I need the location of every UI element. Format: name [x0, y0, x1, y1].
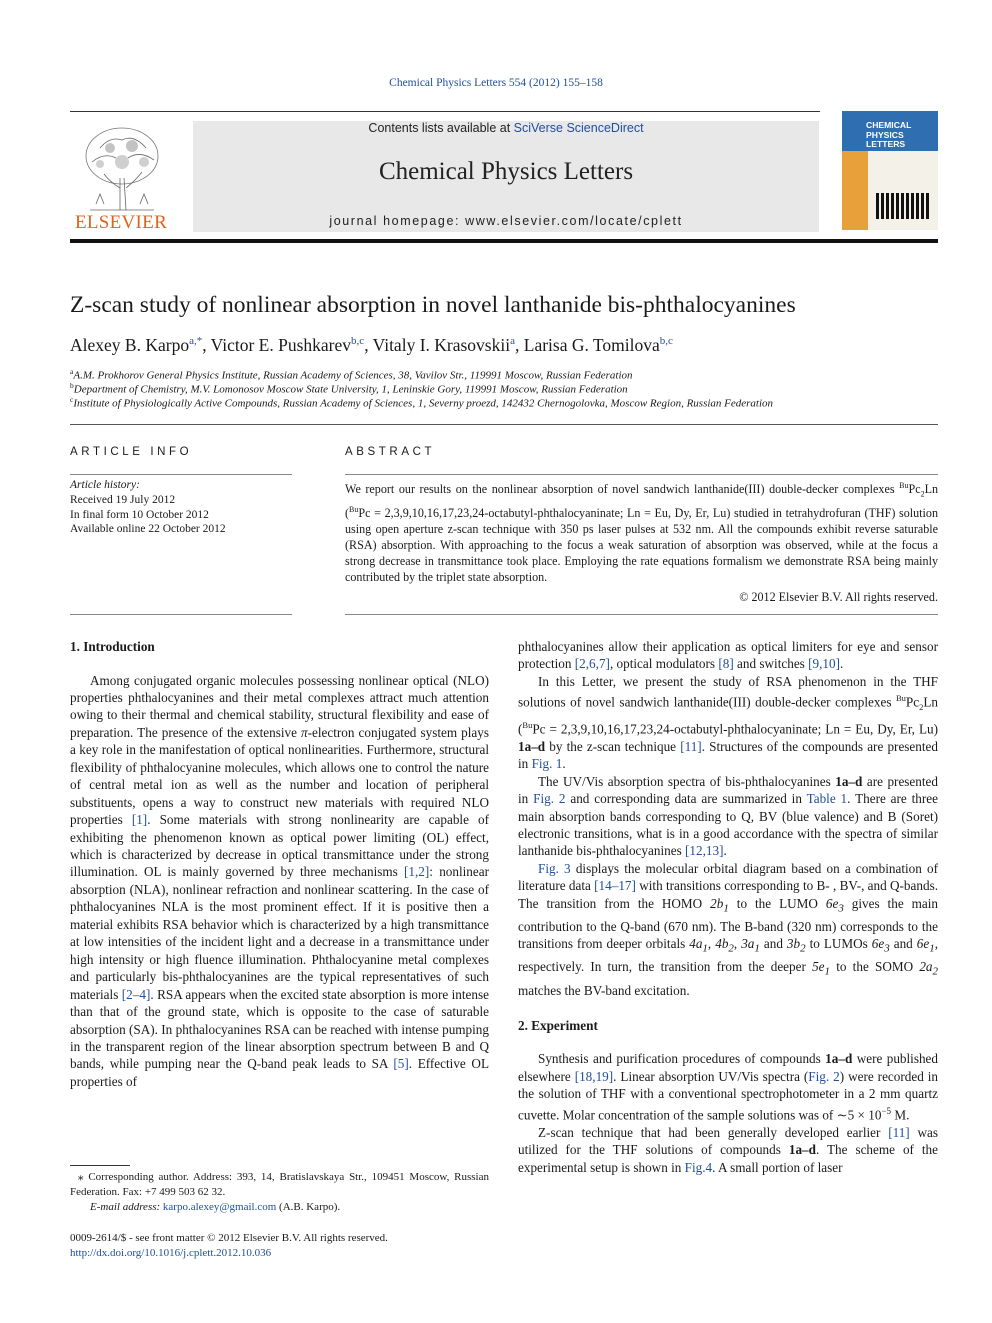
homepage-link[interactable]: www.elsevier.com/locate/cplett	[465, 214, 683, 228]
author-list: Alexey B. Karpo$^{a,*}$, Victor E. Pushkarev$^{b,c}$, Vitaly I. Krasovskii$^a$, Larisa G. Tomilova$^{b,c}$	[70, 335, 673, 355]
elsevier-wordmark[interactable]: ELSEVIER	[74, 212, 168, 233]
cover-title-line: LETTERS	[866, 139, 906, 149]
header-thick-rule	[70, 239, 938, 243]
ref-link[interactable]: [9,10]	[808, 656, 840, 672]
corresponding-author-note: Corresponding author. Address: 393, 14, Bratislavskaya Str., 109451 Moscow, Russian Federation. Fax: +7 499 503 62 32.	[70, 1171, 489, 1198]
author-affil-mark[interactable]: a	[510, 335, 515, 348]
author-affil-mark[interactable]: a,*	[189, 335, 203, 348]
author-name[interactable]: Alexey B. Karpo	[70, 335, 190, 355]
affiliation-mark: b	[70, 381, 74, 390]
article-history	[70, 478, 300, 537]
section-heading-experiment: 2. Experiment	[518, 1017, 598, 1033]
info-rule	[70, 614, 292, 615]
author-affil-mark[interactable]: b,c	[351, 335, 365, 348]
body-paragraph: The UV/Vis absorption spectra of bis-phthalocyanines 1a–d are presented in Fig. 2 and corresponding data are summarized in Table 1. There are three main absorption bands corresponding to Q, BV (blue valence) and B (Soret) electronic transitions, what is in a good accordance with the spectra of similar lanthanide bis-phthalocyanines [12,13].	[518, 773, 938, 859]
cover-orange-strip	[842, 151, 868, 230]
cover-title	[866, 121, 911, 150]
affiliation-text: Institute of Physiologically Active Compounds, Russian Academy of Sciences, 1, Severny proezd, 142432 Chernogolovka, Moscow Region, Russian Federation	[73, 397, 774, 410]
abstract-rule	[345, 614, 938, 615]
journal-citation[interactable]: Chemical Physics Letters 554 (2012) 155–158	[389, 77, 603, 89]
email-label: E-mail address:	[90, 1201, 161, 1213]
author-name[interactable]: Vitaly I. Krasovskii	[372, 335, 511, 355]
info-rule	[70, 474, 292, 475]
cover-title-line: CHEMICAL	[866, 120, 912, 130]
author-name[interactable]: Larisa G. Tomilova	[523, 335, 660, 355]
ref-link[interactable]: [14–17]	[594, 878, 636, 894]
body-paragraph: Synthesis and purification procedures of compounds 1a–d were published elsewhere [18,19]. Linear absorption UV/Vis spectra (Fig. 2) were recorded in the solution of THF with a conventional spectrophotometer in a 2 mm quartz cuvette. Molar concentration of the sample solutions was of ∼5 × $10^{-5}$ M.	[518, 1051, 939, 1123]
abstract-rule	[345, 474, 938, 475]
ref-link[interactable]: [1]	[131, 812, 148, 828]
affiliation-b	[70, 381, 628, 396]
article-info-heading: ARTICLE INFO	[70, 446, 193, 458]
abstract-heading: ABSTRACT	[345, 446, 436, 458]
top-rule	[70, 111, 820, 112]
online-date: Available online 22 October 2012	[70, 523, 226, 536]
footnote-email	[70, 1200, 489, 1215]
figure-link[interactable]: Fig. 1	[531, 756, 563, 772]
author-affil-mark[interactable]: b,c	[659, 335, 673, 348]
figure-link[interactable]: Fig. 2	[808, 1068, 840, 1084]
figure-link[interactable]: Fig. 2	[533, 791, 566, 807]
affiliation-c	[70, 395, 773, 410]
affiliation-mark: c	[70, 395, 74, 404]
revised-date: In final form 10 October 2012	[70, 508, 209, 521]
contents-prefix: Contents lists available at	[368, 121, 514, 135]
section-heading-introduction: 1. Introduction	[70, 639, 155, 654]
history-label: Article history:	[70, 479, 140, 491]
body-column-left	[70, 638, 489, 1090]
homepage-prefix: journal homepage:	[329, 214, 466, 228]
info-separator-rule	[70, 424, 938, 425]
ref-link[interactable]: [2–4]	[121, 986, 151, 1002]
table-link[interactable]: Table 1	[806, 791, 848, 807]
figure-link[interactable]: Fig. 3	[538, 860, 571, 876]
issn-block	[70, 1231, 490, 1260]
affiliation-mark: a	[70, 367, 74, 376]
body-paragraph: In this Letter, we present the study of RSA phenomenon in the THF solutions of novel sandwich lanthanide(III) double-decker complexes $^{Bu}Pc_2Ln$ ($^{Bu}$Pc = 2,3,9,10,16,17,23,24-octabutyl-phthalocyaninate; Ln = Eu, Dy, Er, Lu) 1a–d by the z-scan technique [11]. Structures of the compounds are presented in Fig. 1.	[518, 673, 938, 772]
received-date: Received 19 July 2012	[70, 493, 176, 506]
ref-link[interactable]: [11]	[888, 1124, 910, 1140]
author-name[interactable]: Victor E. Pushkarev	[210, 335, 352, 355]
journal-homepage	[193, 214, 819, 228]
email-link[interactable]: karpo.alexey@gmail.com	[162, 1201, 277, 1213]
ref-link[interactable]: [2,6,7]	[574, 656, 610, 672]
issn-line: 0009-2614/$ - see front matter © 2012 Elsevier B.V. All rights reserved.	[70, 1232, 388, 1244]
body-paragraph: Z-scan technique that had been generally developed earlier [11] was utilized for the THF solutions of compounds 1a–d. The scheme of the experimental setup is shown in Fig.4. A small portion of laser	[518, 1124, 938, 1175]
body-paragraph: Fig. 3 displays the molecular orbital diagram based on a combination of literature data [14–17] with transitions corresponding to B- , BV-, and Q-bands. The transition from the HOMO $2b_1$ to the LUMO $6e_3$ gives the main contribution to the Q-band (670 nm). The B-band (320 nm) corresponds to the transitions from deeper orbitals $4a_1$, $4b_2$, $3a_1$ and $3b_2$ to LUMOs $6e_3$ and $6e_1$, respectively. In turn, the transition from the deeper $5e_1$ to the SOMO $2a_2$ matches the BV-band excitation.	[518, 860, 939, 998]
abstract-copyright: © 2012 Elsevier B.V. All rights reserved.	[739, 590, 938, 604]
cover-title-line: PHYSICS	[866, 129, 904, 140]
ref-link[interactable]: [5]	[393, 1056, 409, 1072]
article-title: Z-scan study of nonlinear absorption in novel lanthanide bis-phthalocyanines	[70, 292, 796, 318]
journal-cover-thumbnail[interactable]	[842, 111, 938, 230]
footnote-corresponding: ⁎ Corresponding author. Address: 393, 14, Bratislavskaya Str., 109451 Moscow, Russian Federation. Fax: +7 499 503 62 32.	[70, 1171, 489, 1198]
body-paragraph: phthalocyanines allow their application as optical limiters for eye and sensor protection [2,6,7], optical modulators [8] and switches [9,10].	[518, 639, 938, 672]
journal-title[interactable]: Chemical Physics Letters	[378, 158, 634, 185]
body-paragraph: Among conjugated organic molecules possessing nonlinear optical (NLO) properties phthalocyanines and their metal complexes attract much attention owing to their thermal and chemical stability, structural flexibility and ease of preparation. The presence of the extensive π-electron conjugated system plays a key role in the manifestation of optical nonlinearities. Furthermore, structural flexibility of phthalocyanine molecules, which allows one to control the nature of central metal ion as well as the number and location of peripheral substituents, opens a way to construct new materials with required NLO properties [1]. Some materials with strong nonlinearity are capable of exhibiting the phenomenon known as optical power limiting (OL) effect, which is characterized by decrease in optical transmittance under the strong illumination. OL is mainly governed by three mechanisms [1,2]: nonlinear absorption (NLA), nonlinear refraction and nonlinear scattering. In the case of phthalocyanines NLA is the most prominent effect. If it is positive then a material exhibits RSA behavior which is characterized by a high transmittance at low intensities of the incident light and a decrease in a transmittance under high intensity or high fluence illumination. Phthalocyanine metal complexes and particularly bis-phthalocyanines are the typical representatives of such materials [2–4]. RSA appears when the excited state absorption is more intense than that of the ground state, which is opposite to the case of saturable absorption (SA). In phthalocyanines RSA can be reached with intense pumping in the transparent region of the linear absorption spectrum between B and Q bands, while pumping near the Q-band peak leads to SA [5]. Effective OL properties of	[70, 672, 490, 1089]
ref-link[interactable]: [18,19]	[574, 1068, 614, 1084]
footnote-rule	[70, 1165, 130, 1166]
footnotes	[70, 1170, 489, 1215]
affiliation-text: Department of Chemistry, M.V. Lomonosov Moscow State University, 1, Leninskie Gory, 119991 Moscow, Russian Federation	[73, 383, 628, 396]
contents-availability	[193, 121, 819, 135]
cover-barcode-graphic	[876, 191, 934, 221]
ref-link[interactable]: [8]	[718, 656, 734, 672]
ref-link[interactable]: [11]	[680, 738, 702, 754]
ref-link[interactable]: [12,13]	[685, 843, 724, 859]
email-owner: (A.B. Karpo).	[279, 1201, 341, 1213]
body-column-right	[518, 638, 938, 1176]
doi-link[interactable]: http://dx.doi.org/10.1016/j.cplett.2012.10.036	[70, 1246, 272, 1259]
ref-link[interactable]: [1,2]	[404, 864, 430, 880]
figure-link[interactable]: Fig.4	[684, 1159, 713, 1175]
abstract-text: We report our results on the nonlinear absorption of novel sandwich lanthanide(III) double-decker complexes $^{Bu}Pc_2Ln$ ($^{Bu}$Pc = 2,3,9,10,16,17,23,24-octabutyl-phthalocyaninate; Ln = Eu, Dy, Er, Lu) studied in tetrahydrofuran (THF) solution using open aperture z-scan technique with 350 ps laser pulses at 532 nm. All the compounds exhibit reverse saturable (RSA) absorption. With approaching to the focus a weak saturation of absorption was observed, while at the focus a strong decrease in transmittance took place. Employing the rate equations formalism we demonstrate RSA being mainly contributed by the triplet state absorption.	[345, 481, 938, 585]
affiliation-text: A.M. Prokhorov General Physics Institute, Russian Academy of Sciences, 38, Vavilov Str., 119991 Moscow, Russian Federation	[73, 369, 633, 382]
affiliation-a	[70, 367, 633, 382]
sciencedirect-link[interactable]: SciVerse ScienceDirect	[513, 121, 644, 135]
